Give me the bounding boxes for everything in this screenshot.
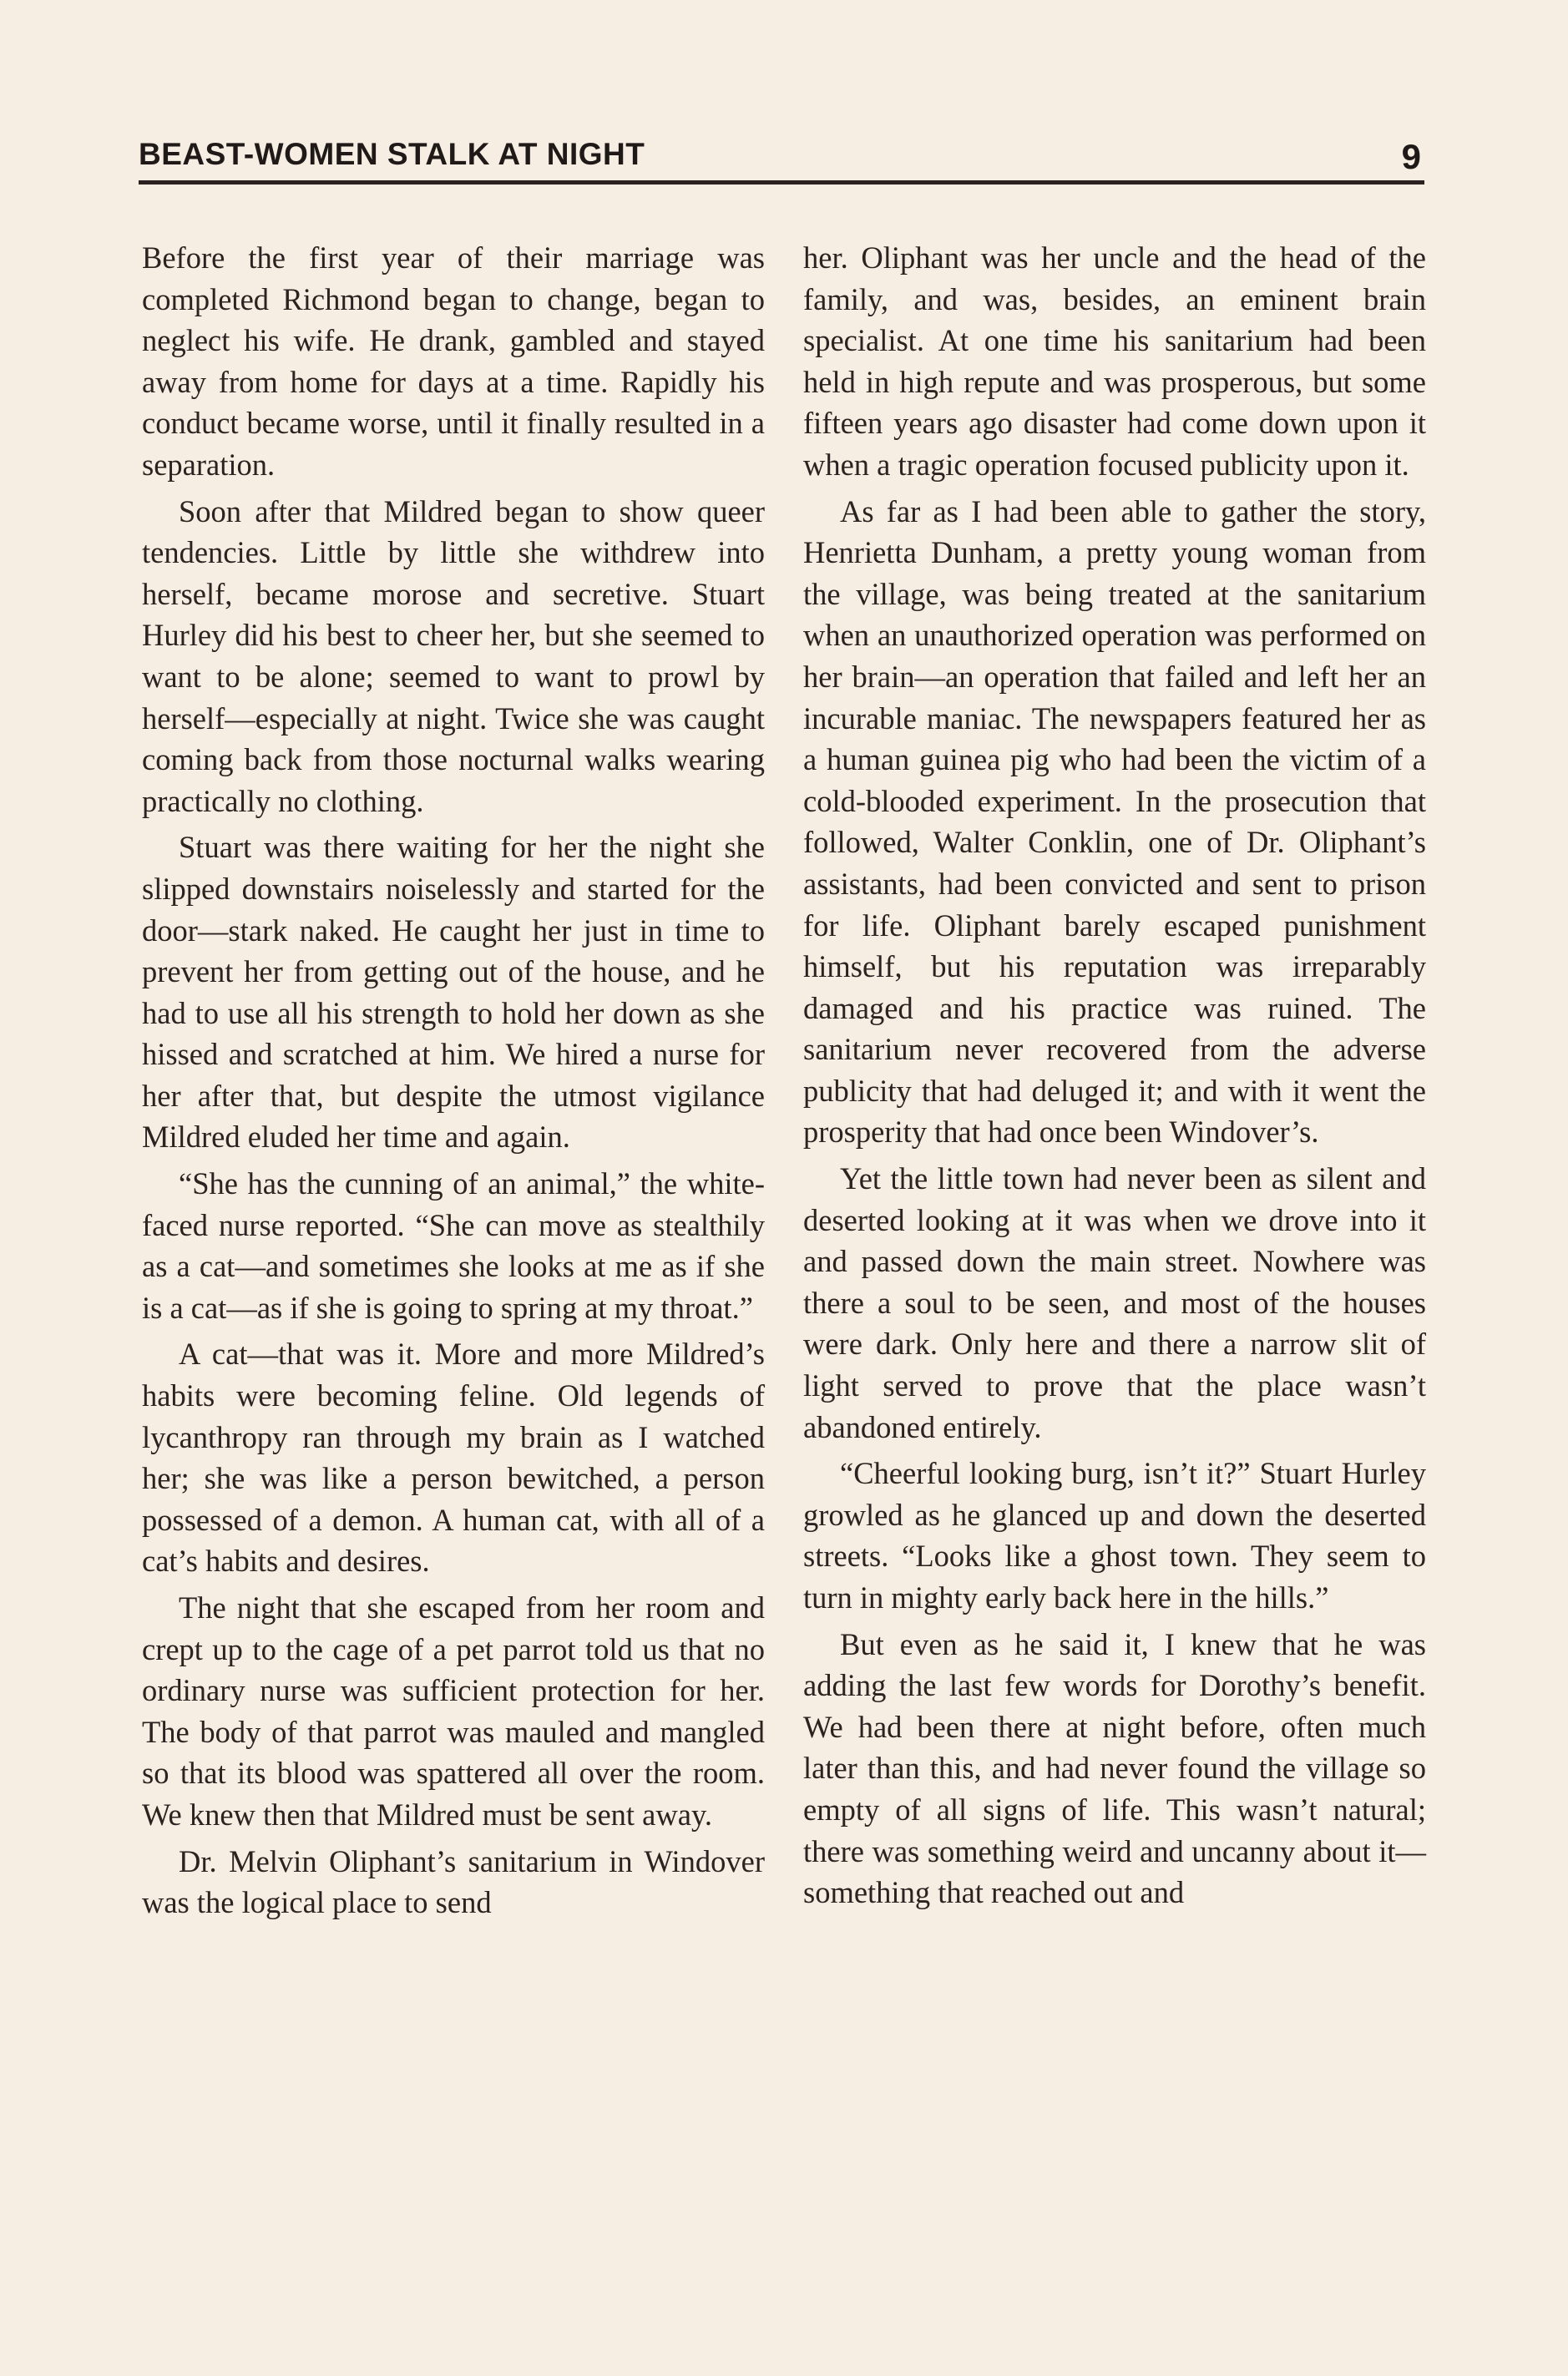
- paragraph: Yet the little town had never been as silent and deserted looking at it was when we drove into it and passed down the main street. Nowhere was there a soul to be seen, and most of the houses were dark. Only here and there a narrow slit of light served to prove that the place wasn’t abandoned entirely.: [803, 1161, 1426, 1444]
- paragraph: The night that she escaped from her room and crept up to the cage of a pet parrot told us that no ordinary nurse was sufficient protection for her. The body of that parrot was mauled and mangled so that its blood was spattered all over the room. We knew then that Mildred must be sent away.: [142, 1590, 765, 1832]
- right-column: [803, 237, 1426, 1918]
- paragraph: But even as he said it, I knew that he was adding the last few words for Dorothy’s benefit. We had been there at night before, often much later than this, and had never found the village so empty of all signs of life. This wasn’t natural; there was something weird and uncanny about it—something that reached out and: [803, 1626, 1426, 1910]
- left-column: [142, 237, 765, 1929]
- paragraph: her. Oliphant was her uncle and the head of the family, and was, besides, an eminent brain specialist. At one time his sanitarium had been held in high repute and was prosperous, but some fifteen years ago disaster had come down upon it when a tragic operation focused publicity upon it.: [803, 240, 1426, 482]
- paragraph: “She has the cunning of an animal,” the white-faced nurse reported. “She can move as stealthily as a cat—and sometimes she looks at me as if she is a cat—as if she is going to spring at my throat.”: [142, 1166, 765, 1325]
- running-title: BEAST-WOMEN STALK AT NIGHT: [139, 137, 645, 171]
- paragraph: Dr. Melvin Oliphant’s sanitarium in Windover was the logical place to send: [142, 1843, 765, 1920]
- paragraph: A cat—that was it. More and more Mildred’s habits were becoming feline. Old legends of lycanthropy ran through my brain as I watched her; she was like a person bewitched, a person possessed of a demon. A human cat, with all of a cat’s habits and desires.: [142, 1337, 765, 1579]
- paragraph: Before the first year of their marriage was completed Richmond began to change, began to neglect his wife. He drank, gambled and stayed away from home for days at a time. Rapidly his conduct became worse, until it finally resulted in a separation.: [142, 240, 765, 482]
- paragraph: Stuart was there waiting for her the night she slipped downstairs noiselessly and started for the door—stark naked. He caught her just in time to prevent her from getting out of the house, and he had to use all his strength to hold her down as she hissed and scratched at him. We hired a nurse for her after that, but despite the utmost vigilance Mildred eluded her time and again.: [142, 830, 765, 1155]
- paragraph: As far as I had been able to gather the story, Henrietta Dunham, a pretty young woman from the village, was being treated at the sanitarium when an unauthorized operation was performed on her brain—an operation that failed and left her an incurable maniac. The newspapers featured her as a human guinea pig who had been the victim of a cold-blooded experiment. In the prosecution that followed, Walter Conklin, one of Dr. Oliphant’s assistants, had been convicted and sent to prison for life. Oliphant barely escaped punishment himself, but his reputation was irreparably damaged and his practice was ruined. The sanitarium never recovered from the adverse publicity that had deluged it; and with it went the prosperity that had once been Windover’s.: [803, 493, 1426, 1150]
- paragraph: Soon after that Mildred began to show queer tendencies. Little by little she withdrew into herself, became morose and secretive. Stuart Hurley did his best to cheer her, but she seemed to want to be alone; seemed to want to prowl by herself—especially at night. Twice she was caught coming back from those nocturnal walks wearing practically no clothing.: [142, 493, 765, 818]
- paragraph: “Cheerful looking burg, isn’t it?” Stuart Hurley growled as he glanced up and down the deserted streets. “Looks like a ghost town. They seem to turn in mighty early back here in the hills.”: [803, 1456, 1426, 1615]
- page-header: [139, 127, 1424, 177]
- page-number: 9: [1401, 137, 1421, 176]
- header-rule: [139, 180, 1424, 185]
